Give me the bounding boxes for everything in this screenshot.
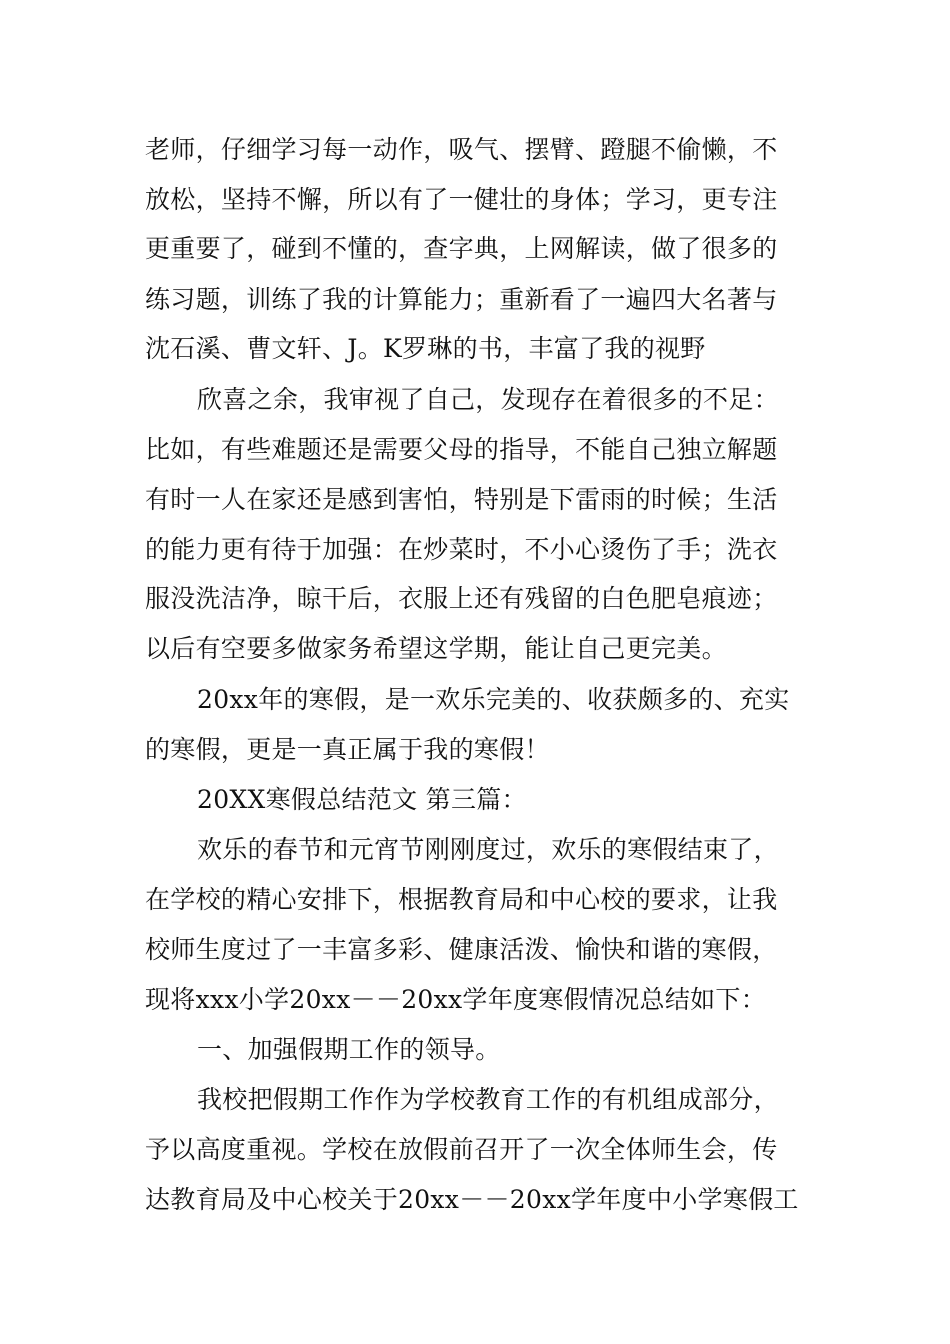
text-line: 以后有空要多做家务希望这学期，能让自己更完美。 (145, 634, 727, 663)
text-line: 有时一人在家还是感到害怕，特别是下雷雨的时候；生活 (145, 485, 778, 514)
text-line: 予以高度重视。学校在放假前召开了一次全体师生会，传 (145, 1135, 778, 1164)
paragraph-start-line: 20xx年的寒假，是一欢乐完美的、收获颇多的、充实 (197, 685, 790, 714)
text-line: 更重要了，碰到不懂的，查字典，上网解读，做了很多的 (145, 234, 778, 263)
text-line: 的寒假，更是一真正属于我的寒假！ (145, 735, 550, 764)
text-line: 老师，仔细学习每一动作，吸气、摆臂、蹬腿不偷懒，不 (145, 135, 778, 164)
text-line: 校师生度过了一丰富多彩、健康活泼、愉快和谐的寒假， (145, 935, 778, 964)
text-line: 练习题，训练了我的计算能力；重新看了一遍四大名著与 (145, 285, 778, 314)
text-line: 的能力更有待于加强：在炒菜时，不小心烫伤了手；洗衣 (145, 535, 778, 564)
section-heading: 20XX寒假总结范文 第三篇： (197, 785, 527, 814)
text-line: 比如，有些难题还是需要父母的指导，不能自己独立解题 (145, 435, 778, 464)
text-line: 放松，坚持不懈，所以有了一健壮的身体；学习，更专注 (145, 185, 778, 214)
subsection-heading: 一、加强假期工作的领导。 (197, 1035, 501, 1064)
paragraph-start-line: 我校把假期工作作为学校教育工作的有机组成部分， (197, 1085, 779, 1114)
text-line: 服没洗洁净，晾干后，衣服上还有残留的白色肥皂痕迹； (145, 584, 778, 613)
paragraph-start-line: 欢乐的春节和元宵节刚刚度过，欢乐的寒假结束了， (197, 835, 779, 864)
text-line: 现将xxx小学20xx－－20xx学年度寒假情况总结如下： (145, 985, 767, 1014)
paragraph-start-line: 欣喜之余，我审视了自己，发现存在着很多的不足： (197, 385, 779, 414)
text-line: 达教育局及中心校关于20xx－－20xx学年度中小学寒假工 (145, 1185, 799, 1214)
text-line: 沈石溪、曹文轩、J。K罗琳的书，丰富了我的视野 (145, 334, 706, 363)
text-line: 在学校的精心安排下，根据教育局和中心校的要求，让我 (145, 885, 778, 914)
